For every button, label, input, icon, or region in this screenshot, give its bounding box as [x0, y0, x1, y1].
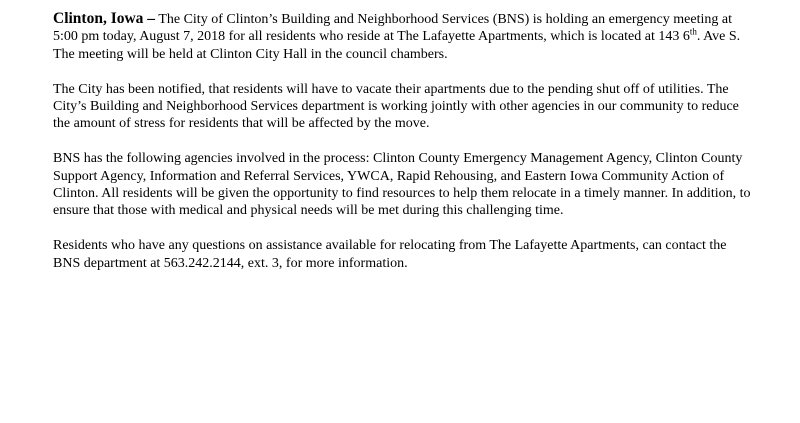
meeting-text: The City of Clinton’s Building and Neighborhood Services (BNS) is holding an emergency meeting at 5:00 pm today, August 7, 2018 for all residents who reside at The Lafayette Apartments, which is located at 143 6 [53, 12, 732, 45]
paragraph-agencies: BNS has the following agencies involved in the process: Clinton County Emergency Management Agency, Clinton County Support Agency, Information and Referral Services, YWCA, Rapid Rehousing, and Eastern Iowa Community Action of Clinton. All residents will be given the opportunity to find resources to help them relocate in a timely manner. In addition, to ensure that those with medical and physical needs will be met during this challenging time. [53, 151, 751, 219]
paragraph-vacate-notice: The City has been notified, that residents will have to vacate their apartments due to the pending shut off of utilities. The City’s Building and Neighborhood Services department is working jointly with other agencies in our community to reduce the amount of stress for residents that will be affected by the move. [53, 81, 739, 132]
meeting-location-text: . Ave S. The meeting will be held at Clinton City Hall in the council chambers. [53, 29, 741, 62]
paragraph-contact-info: Residents who have any questions on assistance available for relocating from The Lafayette Apartments, can contact the BNS department at 563.242.2144, ext. 3, for more information. [53, 238, 727, 271]
press-release-body [53, 10, 753, 272]
ordinal-suffix: th [689, 26, 697, 37]
paragraph-meeting-announcement [53, 10, 753, 63]
dateline: Clinton, Iowa – [53, 10, 156, 27]
